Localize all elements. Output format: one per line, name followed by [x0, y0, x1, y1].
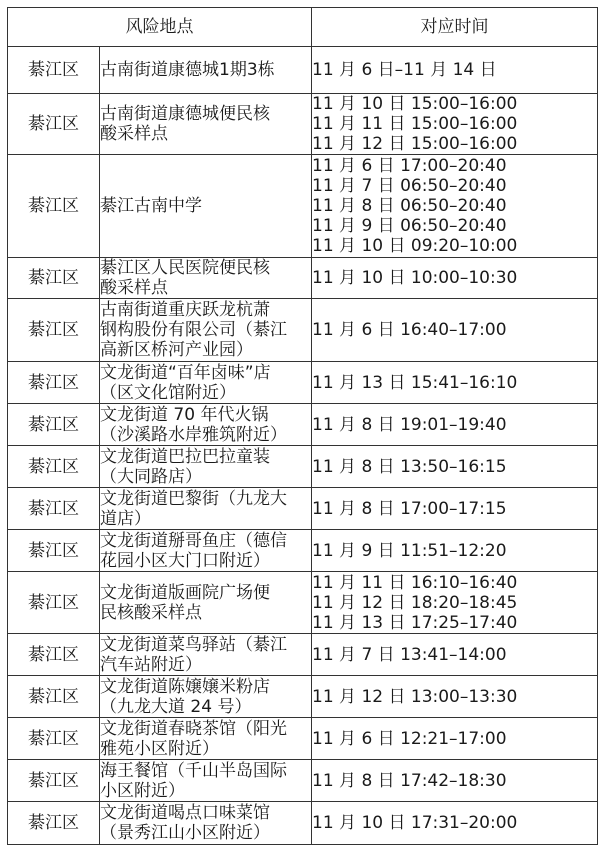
time-text-line: 11 月 10 日 09:20–10:00 [312, 236, 518, 256]
time-text-line: 11 月 8 日 13:50–16:15 [312, 456, 507, 477]
location-text-line: 文龙街道掰哥鱼庄（德信 [100, 530, 287, 551]
time-text-line: 11 月 9 日 11:51–12:20 [312, 540, 507, 561]
time-text-line: 11 月 6 日–11 月 14 日 [312, 60, 497, 80]
table-row [8, 718, 598, 760]
time-text-line: 11 月 8 日 17:00–17:15 [312, 498, 507, 519]
location-text-line: 古南街道康德城1期3栋 [100, 60, 275, 80]
location-cell [100, 530, 312, 572]
location-text-line: （大同路店） [100, 466, 202, 487]
district-cell: 綦江区 [8, 47, 100, 94]
location-text-line: 文龙街道 70 年代火锅 [100, 404, 269, 425]
time-text-line: 11 月 10 日 17:31–20:00 [312, 813, 518, 833]
location-text-line: （区文化馆附近） [100, 382, 236, 403]
time-text-line: 11 月 12 日 18:20–18:45 [312, 592, 518, 613]
table-body [8, 47, 598, 845]
location-cell [100, 802, 312, 845]
risk-locations-table [7, 7, 598, 845]
table-row [8, 404, 598, 446]
location-cell [100, 94, 312, 155]
time-text-line: 11 月 8 日 17:42–18:30 [312, 770, 507, 791]
time-text-line: 11 月 12 日 15:00–16:00 [312, 134, 518, 154]
table-row [8, 760, 598, 802]
district-cell: 綦江区 [8, 155, 100, 258]
location-text-line: 民核酸采样点 [100, 602, 202, 623]
location-cell [100, 362, 312, 404]
location-text-line: 道店） [100, 508, 151, 529]
time-cell [312, 572, 598, 634]
district-cell: 綦江区 [8, 488, 100, 530]
location-text-line: （沙溪路水岸雅筑附近） [100, 424, 287, 445]
district-cell: 綦江区 [8, 258, 100, 299]
district-cell: 綦江区 [8, 446, 100, 488]
location-text-line: 文龙街道喝点口味菜馆 [100, 803, 270, 823]
time-cell [312, 299, 598, 362]
time-cell [312, 488, 598, 530]
time-text-line: 11 月 12 日 13:00–13:30 [312, 686, 518, 707]
time-text-line: 11 月 6 日 17:00–20:40 [312, 156, 507, 176]
header-location: 风险地点 [8, 8, 312, 47]
location-cell [100, 572, 312, 634]
district-cell: 綦江区 [8, 299, 100, 362]
district-cell: 綦江区 [8, 94, 100, 155]
location-text-line: 高新区桥河产业园） [100, 340, 253, 360]
district-cell: 綦江区 [8, 718, 100, 760]
location-cell [100, 404, 312, 446]
time-cell [312, 47, 598, 94]
table-row [8, 446, 598, 488]
time-cell [312, 258, 598, 299]
location-text-line: 文龙街道巴黎街（九龙大 [100, 488, 287, 509]
location-text-line: 文龙街道春晓茶馆（阳光 [100, 718, 287, 739]
location-cell [100, 299, 312, 362]
location-text-line: 文龙街道“百年卤味”店 [100, 362, 271, 383]
location-text-line: 古南街道重庆跃龙杭萧 [100, 300, 270, 320]
location-text-line: 古南街道康德城便民核 [100, 104, 270, 124]
location-cell [100, 47, 312, 94]
location-text-line: （景秀江山小区附近） [100, 823, 270, 843]
time-cell [312, 760, 598, 802]
table-row [8, 634, 598, 676]
time-cell [312, 404, 598, 446]
time-text-line: 11 月 13 日 15:41–16:10 [312, 372, 518, 393]
time-text-line: 11 月 11 日 16:10–16:40 [312, 572, 518, 593]
location-text-line: 文龙街道版画院广场便 [100, 582, 270, 603]
time-cell [312, 718, 598, 760]
location-text-line: 汽车站附近） [100, 654, 202, 675]
location-text-line: 文龙街道菜鸟驿站（綦江 [100, 634, 287, 655]
location-cell [100, 258, 312, 299]
table-row [8, 258, 598, 299]
location-cell [100, 718, 312, 760]
time-cell [312, 446, 598, 488]
location-text-line: 酸采样点 [100, 278, 168, 298]
time-text-line: 11 月 8 日 19:01–19:40 [312, 414, 507, 435]
time-cell [312, 676, 598, 718]
district-cell: 綦江区 [8, 572, 100, 634]
table-row [8, 47, 598, 94]
time-text-line: 11 月 11 日 15:00–16:00 [312, 114, 518, 134]
time-text-line: 11 月 10 日 15:00–16:00 [312, 94, 518, 114]
time-text-line: 11 月 9 日 06:50–20:40 [312, 216, 507, 236]
table-row [8, 676, 598, 718]
table-row [8, 362, 598, 404]
time-cell [312, 530, 598, 572]
table-row [8, 299, 598, 362]
time-text-line: 11 月 8 日 06:50–20:40 [312, 196, 507, 216]
district-cell: 綦江区 [8, 634, 100, 676]
district-cell: 綦江区 [8, 802, 100, 845]
time-cell [312, 362, 598, 404]
table-row [8, 155, 598, 258]
location-text-line: 海王餐馆（千山半岛国际 [100, 760, 287, 781]
district-cell: 綦江区 [8, 362, 100, 404]
time-text-line: 11 月 6 日 16:40–17:00 [312, 320, 507, 340]
location-text-line: 花园小区大门口附近） [100, 550, 270, 571]
location-text-line: 文龙街道巴拉巴拉童装 [100, 446, 270, 467]
district-cell: 綦江区 [8, 530, 100, 572]
time-text-line: 11 月 7 日 13:41–14:00 [312, 644, 507, 665]
district-cell: 綦江区 [8, 676, 100, 718]
district-cell: 綦江区 [8, 404, 100, 446]
location-text-line: （九龙大道 24 号） [100, 696, 252, 717]
table-row [8, 94, 598, 155]
table-row [8, 572, 598, 634]
table-row [8, 530, 598, 572]
header-time: 对应时间 [312, 8, 598, 47]
location-cell [100, 760, 312, 802]
time-text-line: 11 月 7 日 06:50–20:40 [312, 176, 507, 196]
time-cell [312, 802, 598, 845]
district-cell: 綦江区 [8, 760, 100, 802]
location-cell [100, 446, 312, 488]
location-text-line: 雅苑小区附近） [100, 738, 219, 759]
location-text-line: 綦江古南中学 [100, 196, 202, 216]
location-cell [100, 634, 312, 676]
location-text-line: 酸采样点 [100, 124, 168, 144]
time-text-line: 11 月 13 日 17:25–17:40 [312, 612, 518, 633]
location-cell [100, 676, 312, 718]
location-cell [100, 488, 312, 530]
location-text-line: 小区附近） [100, 780, 185, 801]
location-text-line: 文龙街道陈嬢嬢米粉店 [100, 676, 270, 697]
location-text-line: 綦江区人民医院便民核 [100, 258, 270, 278]
location-text-line: 钢构股份有限公司（綦江 [100, 320, 287, 340]
time-cell [312, 155, 598, 258]
time-text-line: 11 月 6 日 12:21–17:00 [312, 728, 507, 749]
location-cell [100, 155, 312, 258]
header-row [8, 8, 598, 47]
table-row [8, 488, 598, 530]
time-text-line: 11 月 10 日 10:00–10:30 [312, 268, 518, 288]
time-cell [312, 94, 598, 155]
time-cell [312, 634, 598, 676]
table-row [8, 802, 598, 845]
